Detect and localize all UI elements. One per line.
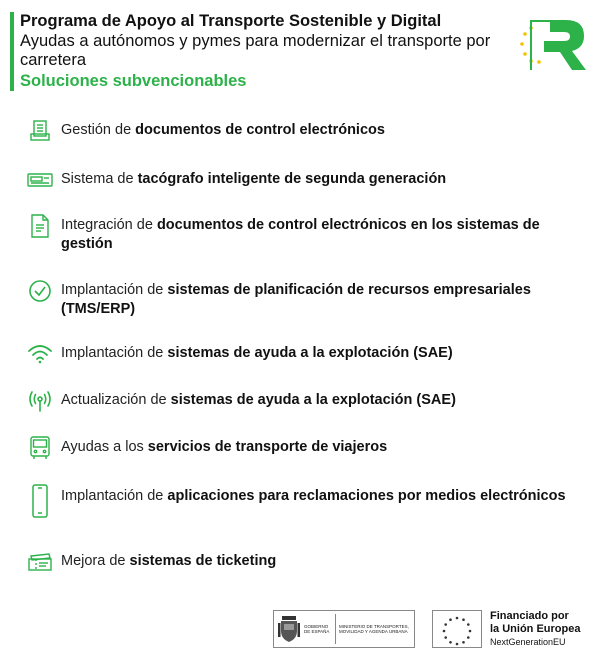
ministerio-text: MINISTERIO DE TRANSPORTES, MOVILIDAD Y AGENDA URBANA: [339, 623, 409, 634]
list-item-text: Implantación de sistemas de ayuda a la explotación (SAE): [61, 345, 453, 361]
list-item-text: Integración de documentos de control electrónicos en los sistemas de gestión: [61, 217, 540, 252]
list-item: [26, 340, 586, 368]
recovery-plan-logo-icon: [518, 16, 588, 74]
header: [10, 12, 520, 91]
list-item-text: Implantación de aplicaciones para reclamaciones por medios electrónicos: [61, 488, 566, 504]
list-item: [26, 434, 586, 462]
tachograph-icon: [26, 166, 54, 194]
list-item: [26, 548, 586, 576]
list-item-text: Actualización de sistemas de ayuda a la explotación (SAE): [61, 392, 456, 408]
list-item: [26, 212, 586, 254]
smartphone-icon: [26, 483, 54, 519]
list-item-text: Gestión de documentos de control electrónicos: [61, 122, 385, 138]
section-title: Soluciones subvencionables: [20, 72, 247, 90]
list-item-text: Ayudas a los servicios de transporte de viajeros: [61, 439, 388, 455]
antenna-icon: [26, 387, 54, 415]
footer: [0, 610, 610, 650]
list-item: [26, 166, 586, 194]
list-item: [26, 387, 586, 415]
eu-funding-text: [490, 610, 605, 649]
list-item-text: Sistema de tacógrafo inteligente de segunda generación: [61, 171, 447, 187]
eu-line-2: la Unión Europea: [490, 623, 581, 635]
wifi-icon: [26, 340, 54, 368]
gobierno-text: GOBIERNO DE ESPAÑA: [304, 623, 330, 634]
check-circle-icon: [26, 277, 54, 305]
eu-line-1: Financiado por: [490, 610, 569, 622]
page-title: Programa de Apoyo al Transporte Sostenible y Digital: [20, 12, 442, 30]
list-item: [26, 277, 586, 319]
document-icon: [26, 117, 54, 145]
file-icon: [26, 212, 54, 240]
eu-flag-icon: [432, 610, 482, 648]
list-item: [26, 117, 586, 145]
list-item-text: Mejora de sistemas de ticketing: [61, 553, 277, 569]
divider: [335, 614, 336, 644]
page-subtitle: Ayudas a autónomos y pymes para modernizar el transporte por carretera: [20, 32, 491, 69]
bus-icon: [26, 434, 54, 462]
list-item: [26, 483, 586, 519]
eu-line-3: NextGenerationEU: [490, 637, 566, 647]
gobierno-logo: [273, 610, 415, 648]
list-item-text: Implantación de sistemas de planificación de recursos empresariales (TMS/ERP): [61, 282, 531, 317]
coat-of-arms-icon: [274, 615, 304, 643]
ticket-icon: [26, 548, 54, 576]
